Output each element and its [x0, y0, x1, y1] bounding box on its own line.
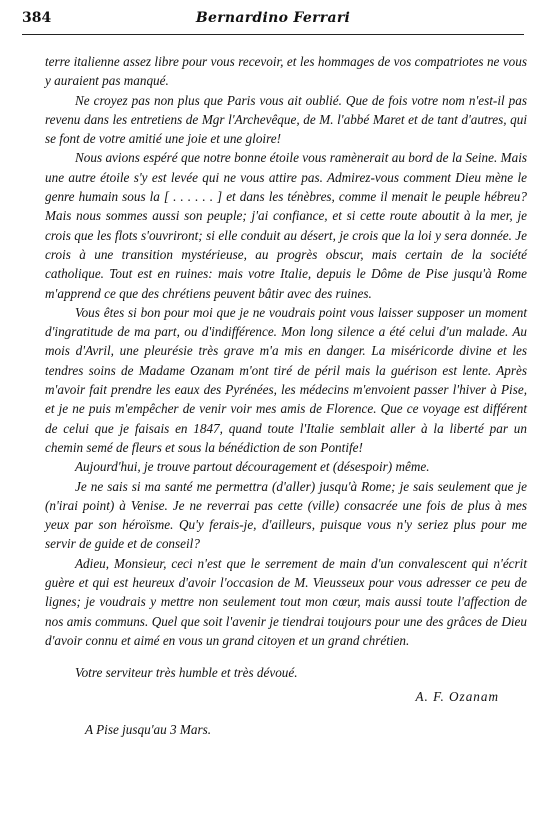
- paragraph-ingratitude: Vous êtes si bon pour moi que je ne voudrais point vous laisser supposer un moment d'ingratitude de ma part, ou d'indifférence. Mon long silence a été celui d'un malade. Au mois d'Avril, une pleurésie très grave m'a mis en danger. La miséricorde divine et les tendres soins de Madame Ozanam m'ont tiré de péril mais la guérison est lente. Après m'avoir fait prendre les eaux des Pyrénées, les médecins m'envoient passer l'hiver à Pise, et je ne puis m'empêcher de venir voir mes amis de Florence. Que ce voyage est différent de celui que je faisais en 1847, quand toute l'Italie semblait aller à la liberté par un chemin semé de fleurs et sous la bénédiction de son Pontife!: [45, 304, 527, 455]
- paragraph-continuation: terre italienne assez libre pour vous recevoir, et les hommages de vos compatriotes ne vous y auraient pas manqué.: [45, 54, 527, 89]
- page-number: 384: [22, 10, 52, 26]
- paragraph-sante: Je ne sais si ma santé me permettra (d'aller) jusqu'à Rome; je sais seulement que je (n'irai point) à Venise. Je ne reverrai pas cette (ville) consacrée une fois de plus à mes yeux par son héroïsme. Qu'y ferais-je, d'ailleurs, puisque vous n'y seriez plus pour me servir de guide et de conseil?: [45, 478, 527, 552]
- paragraph-paris: Ne croyez pas non plus que Paris vous ait oublié. Que de fois votre nom n'est-il pas revenu dans les entretiens de Mgr l'Archevêque, de M. l'abbé Maret et de tant d'autres, qui se font de votre amitié une joie et une gloire!: [45, 92, 527, 147]
- letter-body: [45, 52, 527, 739]
- header-rule: [22, 34, 524, 35]
- page-header: [22, 10, 524, 32]
- running-head: Bernardino Ferrari: [195, 10, 351, 26]
- paragraph-adieu: Adieu, Monsieur, ceci n'est que le serrement de main d'un convalescent qui n'écrit guère et qui est heureux d'avoir l'occasion de M. Vieusseux pour vous adresser ce peu de lignes; je voudrais y mettre non seulement tout mon cœur, mais aussi toute l'affection de nos amis communs. Quel que soit l'avenir je tiendrai toujours pour une des grâces de Dieu d'avoir connu et aimé en vous un grand citoyen et un grand chrétien.: [45, 555, 527, 648]
- place-date: A Pise jusqu'au 3 Mars.: [85, 721, 212, 737]
- closing-formula: Votre serviteur très humble et très dévoué.: [75, 665, 298, 681]
- signature: A. F. Ozanam: [415, 688, 499, 704]
- paragraph-etoile: Nous avions espéré que notre bonne étoile vous ramènerait au bord de la Seine. Mais une autre étoile s'y est levée qui ne vous attire pas. Admirez-vous comment Dieu mène le genre humain sous la [ . . . . . . ] et dans les ténèbres, comme il menait le peuple hébreu? Mais nous sommes aussi son peuple; j'ai confiance, et si cette route aboutit à la mer, je crois que les flots s'ouvriront; si elle conduit au désert, je crois que la loi y sera donnée. Je crois à une transition mystérieuse, au progrès obscur, mais certain de la société catholique. Tout est en ruines: mais votre Italie, depuis le Dôme de Pise jusqu'à Rome m'apprend ce que des chrétiens peuvent bâtir avec des ruines.: [45, 150, 527, 301]
- paragraph-aujourdhui: Aujourd'hui, je trouve partout découragement et (désespoir) même.: [75, 459, 430, 475]
